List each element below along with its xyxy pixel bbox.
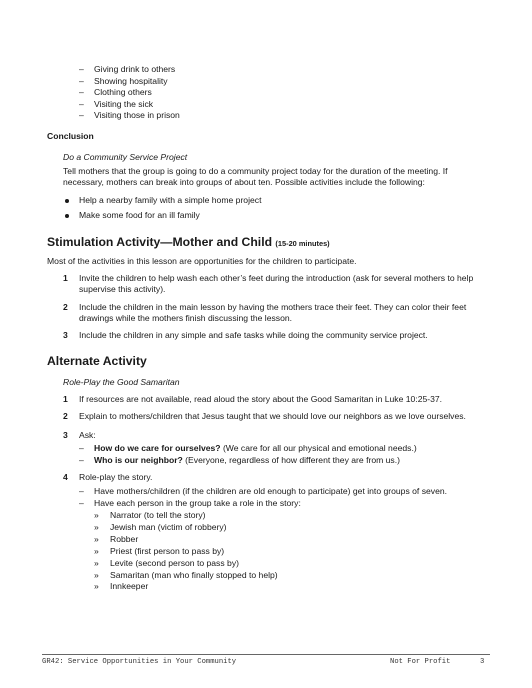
chevron-marker: »	[94, 545, 99, 556]
stimulation-item-3-text: Include the children in any simple and safe tasks while doing the community service project.	[79, 330, 428, 340]
conclusion-bullet-1: Help a nearby family with a simple home project	[79, 195, 262, 205]
alternate-item-2-number: 2	[63, 411, 68, 421]
stimulation-item-1-text: Invite the children to help wash each other’s feet during the introduction (ask for several mothers to help supervise this activity).	[79, 273, 474, 294]
role-item: Priest (first person to pass by)	[110, 545, 225, 556]
question-2	[94, 455, 400, 466]
item-4-sub-2: Have each person in the group take a role in the story:	[94, 498, 301, 508]
top-list-item: Giving drink to others	[94, 64, 176, 74]
dash-marker: –	[79, 75, 84, 86]
bullet-dot	[65, 199, 69, 203]
alternate-heading: Alternate Activity	[47, 354, 147, 368]
page-number: 3	[480, 658, 485, 666]
alternate-item-4-number: 4	[63, 472, 68, 482]
footer-left: GR42: Service Opportunities in Your Community	[42, 658, 237, 666]
question-2-q: Who is our neighbor?	[94, 455, 183, 465]
alternate-item-1-text: If resources are not available, read aloud the story about the Good Samaritan in Luke 10:25-37.	[79, 394, 443, 404]
role-item: Levite (second person to pass by)	[110, 557, 239, 568]
alternate-subheading: Role-Play the Good Samaritan	[63, 377, 180, 387]
stimulation-intro: Most of the activities in this lesson are opportunities for the children to participate.	[47, 256, 357, 266]
dash-marker: –	[79, 64, 84, 74]
stimulation-item-3-number: 3	[63, 330, 68, 340]
alternate-item-3-number: 3	[63, 430, 68, 440]
question-1-a: (We care for all our physical and emotional needs.)	[220, 443, 417, 453]
alternate-item-4-text: Role-play the story.	[79, 472, 153, 482]
dash-marker: –	[79, 443, 84, 453]
item-4-sub-1: Have mothers/children (if the children are old enough to participate) get into groups of seven.	[94, 486, 448, 496]
role-item: Robber	[110, 533, 139, 544]
role-item: Narrator (to tell the story)	[110, 510, 206, 520]
role-item: Samaritan (man who finally stopped to help)	[110, 569, 278, 580]
conclusion-heading: Conclusion	[47, 131, 94, 141]
alternate-item-1-number: 1	[63, 394, 68, 404]
stimulation-item-1-number: 1	[63, 273, 68, 283]
conclusion-subheading: Do a Community Service Project	[63, 152, 188, 162]
chevron-marker: »	[94, 581, 99, 592]
chevron-marker: »	[94, 569, 99, 580]
stimulation-heading-note: (15-20 minutes)	[275, 239, 330, 248]
top-list-item: Showing hospitality	[94, 75, 168, 86]
dash-marker: –	[79, 498, 84, 508]
stimulation-heading-text: Stimulation Activity—Mother and Child	[47, 235, 273, 249]
chevron-marker: »	[94, 533, 99, 544]
top-list-item: Visiting those in prison	[94, 110, 180, 121]
top-list-item: Visiting the sick	[94, 98, 154, 109]
footer-rule	[42, 654, 490, 655]
alternate-item-3-text: Ask:	[79, 430, 96, 440]
role-item: Innkeeper	[110, 581, 149, 592]
stimulation-heading	[47, 235, 330, 251]
stimulation-item-2-number: 2	[63, 302, 68, 312]
footer-middle: Not For Profit	[390, 658, 451, 666]
top-list-item: Clothing others	[94, 87, 152, 98]
dash-marker: –	[79, 87, 84, 98]
role-item: Jewish man (victim of robbery)	[110, 521, 227, 532]
conclusion-paragraph: Tell mothers that the group is going to do a community project today for the duration of the meeting. If necessary, mothers can break into groups of about ten. Possible activities include the following:	[63, 166, 448, 187]
conclusion-bullet-2: Make some food for an ill family	[79, 210, 200, 220]
question-2-a: (Everyone, regardless of how different they are from us.)	[182, 455, 400, 465]
question-1	[94, 443, 417, 454]
bullet-dot	[65, 214, 69, 218]
dash-marker: –	[79, 98, 84, 109]
chevron-marker: »	[94, 557, 99, 568]
chevron-marker: »	[94, 510, 99, 520]
dash-marker: –	[79, 110, 84, 121]
chevron-marker: »	[94, 521, 99, 532]
alternate-item-2-text: Explain to mothers/children that Jesus taught that we should love our neighbors as we love ourselves.	[79, 411, 466, 421]
question-1-q: How do we care for ourselves?	[94, 443, 221, 453]
stimulation-item-2-text: Include the children in the main lesson by having the mothers trace their feet. They can color their feet drawings while the mothers finish discussing the lesson.	[79, 302, 467, 323]
dash-marker: –	[79, 455, 84, 465]
dash-marker: –	[79, 486, 84, 496]
